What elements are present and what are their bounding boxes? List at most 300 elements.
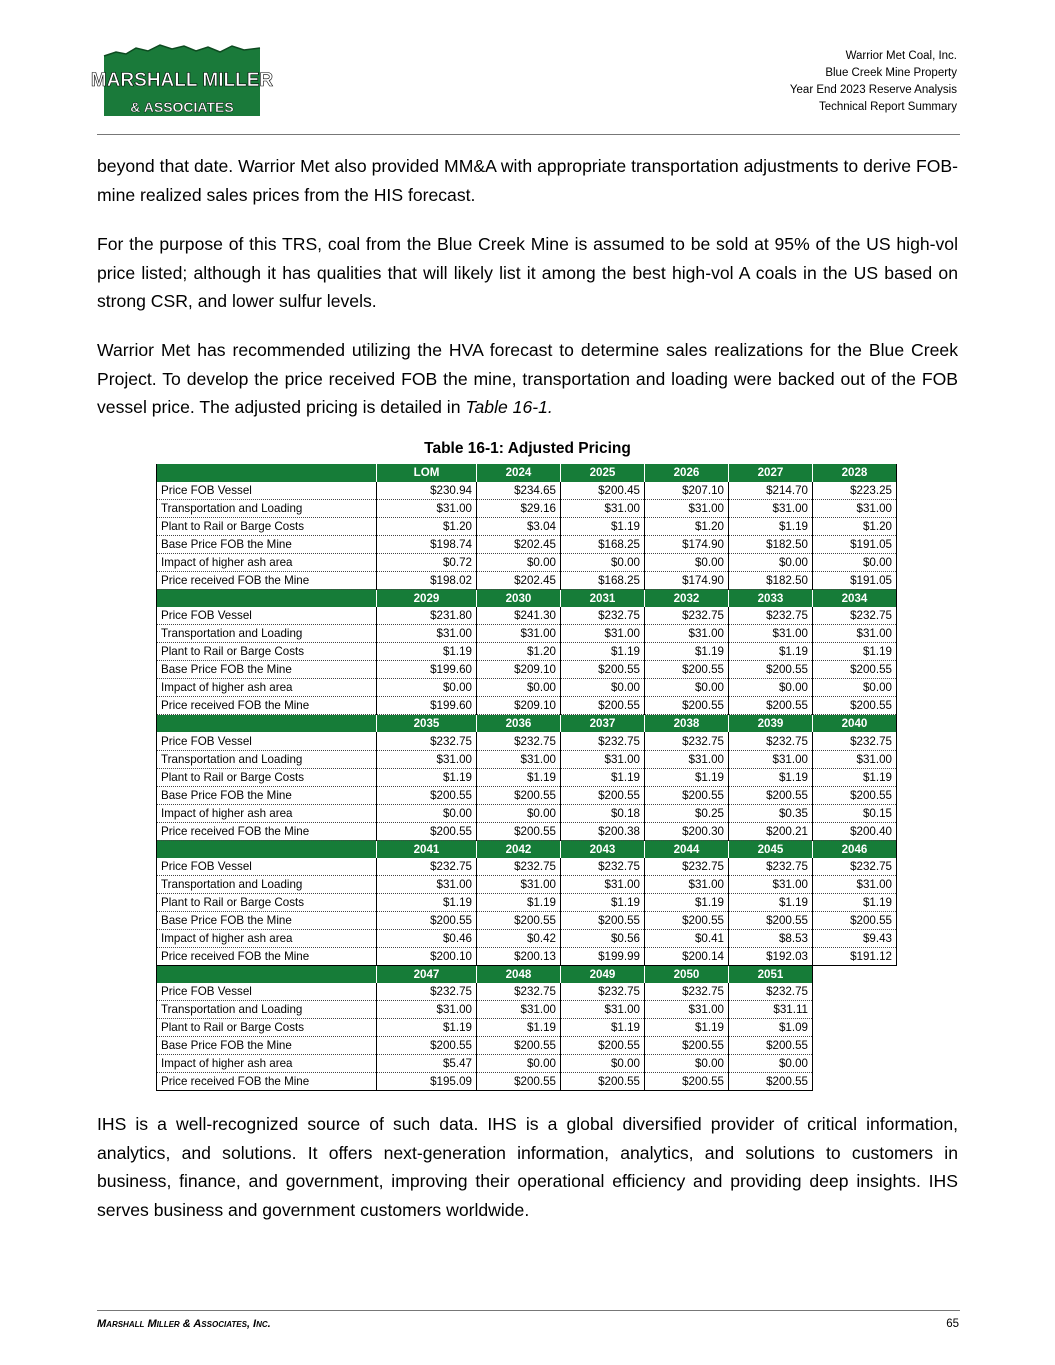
value-cell: $1.20 [477,643,561,661]
table-row [157,571,897,589]
row-label: Base Price FOB the Mine [157,912,377,930]
value-cell: $9.43 [813,930,897,948]
column-header: 2048 [477,966,561,984]
header-label-cell [157,840,377,858]
column-header: 2029 [377,589,477,607]
row-label: Price received FOB the Mine [157,1073,377,1091]
value-cell: $31.00 [729,625,813,643]
table-header-row [157,464,897,482]
value-cell: $232.75 [729,732,813,750]
value-cell: $0.00 [645,1055,729,1073]
value-cell: $0.00 [645,679,729,697]
value-cell: $199.99 [561,948,645,966]
table-row [157,768,897,786]
row-label: Base Price FOB the Mine [157,786,377,804]
row-label: Impact of higher ash area [157,804,377,822]
value-cell: $199.60 [377,661,477,679]
table-row [157,1001,897,1019]
value-cell: $200.55 [645,786,729,804]
paragraph-3 [97,336,958,422]
column-header: 2042 [477,840,561,858]
value-cell: $200.55 [729,661,813,679]
value-cell: $1.19 [813,643,897,661]
column-header: LOM [377,464,477,482]
value-cell: $1.19 [729,894,813,912]
value-cell: $1.19 [645,894,729,912]
table-row [157,750,897,768]
value-cell: $31.00 [561,1001,645,1019]
table-header-row [157,715,897,733]
value-cell: $200.55 [377,1037,477,1055]
value-cell: $214.70 [729,482,813,500]
value-cell: $31.00 [645,625,729,643]
table-row [157,553,897,571]
value-cell: $207.10 [645,482,729,500]
adjusted-pricing-table [156,464,897,1091]
value-cell: $200.55 [729,1037,813,1055]
value-cell: $200.55 [561,912,645,930]
value-cell: $200.55 [477,786,561,804]
value-cell: $200.10 [377,948,477,966]
value-cell: $200.55 [729,1073,813,1091]
value-cell: $174.90 [645,535,729,553]
value-cell: $209.10 [477,661,561,679]
page-number: 65 [946,1318,959,1330]
column-header: 2041 [377,840,477,858]
table-row [157,948,897,966]
value-cell: $232.75 [561,983,645,1001]
value-cell: $0.18 [561,804,645,822]
value-cell: $1.19 [377,1019,477,1037]
value-cell: $0.42 [477,930,561,948]
value-cell: $1.19 [477,768,561,786]
column-header: 2038 [645,715,729,733]
table-row [157,804,897,822]
value-cell: $0.00 [561,553,645,571]
value-cell: $168.25 [561,535,645,553]
value-cell: $232.75 [813,607,897,625]
value-cell: $195.09 [377,1073,477,1091]
column-header: 2040 [813,715,897,733]
value-cell: $200.55 [377,786,477,804]
value-cell: $0.00 [645,553,729,571]
table-row [157,732,897,750]
row-label: Transportation and Loading [157,876,377,894]
value-cell: $0.00 [729,1055,813,1073]
value-cell: $31.00 [729,750,813,768]
value-cell: $232.75 [813,732,897,750]
paragraph-4: IHS is a well-recognized source of such data. IHS is a global diversified provider of critical information, analytics, and solutions. It offers next-generation information, analytics, and solutions to customers in business, finance, and government, improving their operational efficiency and providing deep insights. IHS serves business and government customers worldwide. [97,1114,958,1220]
value-cell: $232.75 [477,858,561,876]
value-cell: $31.00 [645,1001,729,1019]
value-cell: $200.55 [561,1073,645,1091]
table-row [157,930,897,948]
column-header: 2028 [813,464,897,482]
table-row [157,983,897,1001]
table-header-row [157,589,897,607]
table-row [157,643,897,661]
value-cell: $0.00 [561,679,645,697]
value-cell: $191.12 [813,948,897,966]
value-cell: $200.30 [645,822,729,840]
value-cell: $31.00 [645,750,729,768]
logo-text-bottom: & ASSOCIATES [130,99,234,115]
row-label: Base Price FOB the Mine [157,661,377,679]
value-cell: $1.20 [377,517,477,535]
value-cell: $202.45 [477,571,561,589]
value-cell: $1.19 [377,643,477,661]
table-row [157,679,897,697]
value-cell: $1.20 [813,517,897,535]
column-header: 2025 [561,464,645,482]
value-cell: $232.75 [377,858,477,876]
table-row [157,912,897,930]
logo-text-top: MARSHALL MILLER [90,70,274,91]
row-label: Price FOB Vessel [157,732,377,750]
value-cell: $232.75 [645,858,729,876]
value-cell: $168.25 [561,571,645,589]
value-cell: $31.00 [477,1001,561,1019]
row-label: Transportation and Loading [157,625,377,643]
value-cell: $1.19 [729,768,813,786]
paragraph-1: beyond that date. Warrior Met also provided MM&A with appropriate transportation adjustments to derive FOB-mine realized sales prices from the HIS forecast. [97,156,958,205]
value-cell: $31.00 [477,625,561,643]
header-line-company: Warrior Met Coal, Inc. [845,50,957,62]
table-row [157,1073,897,1091]
value-cell: $232.75 [729,607,813,625]
paragraph-3-text: Warrior Met has recommended utilizing the HVA forecast to determine sales realizations for the Blue Creek Project. To develop the price received FOB the mine, transportation and loading were backed out of the FOB vessel price. The adjusted pricing is detailed in [97,340,958,417]
empty-cell [813,1073,897,1091]
value-cell: $5.47 [377,1055,477,1073]
table-header-row [157,966,897,984]
column-header: 2036 [477,715,561,733]
row-label: Price FOB Vessel [157,858,377,876]
value-cell: $232.75 [645,983,729,1001]
table-row [157,876,897,894]
value-cell: $1.19 [645,1019,729,1037]
column-header: 2024 [477,464,561,482]
column-header: 2047 [377,966,477,984]
paragraph-2: For the purpose of this TRS, coal from the Blue Creek Mine is assumed to be sold at 95% of the US high-vol price listed; although it has qualities that will likely list it among the best high-vol A coals in the US based on strong CSR, and lower sulfur levels. [97,234,958,311]
value-cell: $31.00 [561,750,645,768]
column-header: 2035 [377,715,477,733]
empty-cell [813,1055,897,1073]
row-label: Impact of higher ash area [157,1055,377,1073]
value-cell: $8.53 [729,930,813,948]
value-cell: $200.55 [729,912,813,930]
value-cell: $232.75 [729,983,813,1001]
table-row [157,499,897,517]
footer-divider [97,1310,960,1311]
row-label: Plant to Rail or Barge Costs [157,643,377,661]
value-cell: $200.55 [561,697,645,715]
value-cell: $200.55 [377,822,477,840]
value-cell: $29.16 [477,499,561,517]
table-row [157,1037,897,1055]
value-cell: $241.30 [477,607,561,625]
value-cell: $191.05 [813,535,897,553]
value-cell: $31.00 [729,499,813,517]
value-cell: $202.45 [477,535,561,553]
table-caption: Table 16-1: Adjusted Pricing [424,440,631,457]
value-cell: $200.55 [813,661,897,679]
row-label: Price received FOB the Mine [157,948,377,966]
table-row [157,482,897,500]
row-label: Plant to Rail or Barge Costs [157,894,377,912]
value-cell: $232.75 [645,607,729,625]
column-header: 2045 [729,840,813,858]
company-logo [90,42,274,118]
value-cell: $0.56 [561,930,645,948]
row-label: Transportation and Loading [157,750,377,768]
value-cell: $31.00 [477,876,561,894]
value-cell: $200.55 [645,1037,729,1055]
value-cell: $31.00 [813,750,897,768]
table-reference: Table 16-1. [465,397,553,417]
value-cell: $182.50 [729,535,813,553]
row-label: Transportation and Loading [157,1001,377,1019]
table-row [157,517,897,535]
header-line-report: Technical Report Summary [818,101,957,113]
table-row [157,822,897,840]
value-cell: $1.19 [561,768,645,786]
column-header: 2049 [561,966,645,984]
value-cell: $1.19 [477,894,561,912]
value-cell: $0.00 [729,553,813,571]
value-cell: $31.00 [813,625,897,643]
report-header [790,48,957,116]
row-label: Impact of higher ash area [157,679,377,697]
header-label-cell [157,715,377,733]
value-cell: $223.25 [813,482,897,500]
value-cell: $1.19 [645,643,729,661]
table-row [157,894,897,912]
value-cell: $1.19 [729,517,813,535]
row-label: Plant to Rail or Barge Costs [157,1019,377,1037]
value-cell: $31.00 [561,625,645,643]
row-label: Base Price FOB the Mine [157,535,377,553]
value-cell: $0.00 [477,679,561,697]
column-header: 2043 [561,840,645,858]
value-cell: $0.00 [813,553,897,571]
value-cell: $200.55 [813,697,897,715]
value-cell: $232.75 [477,983,561,1001]
row-label: Price received FOB the Mine [157,822,377,840]
value-cell: $0.00 [477,1055,561,1073]
value-cell: $191.05 [813,571,897,589]
row-label: Impact of higher ash area [157,553,377,571]
value-cell: $198.02 [377,571,477,589]
column-header: 2032 [645,589,729,607]
value-cell: $0.00 [729,679,813,697]
value-cell: $0.25 [645,804,729,822]
value-cell: $31.00 [813,876,897,894]
value-cell: $31.00 [377,1001,477,1019]
value-cell: $31.00 [561,876,645,894]
value-cell: $200.21 [729,822,813,840]
table-row [157,1019,897,1037]
value-cell: $200.55 [561,1037,645,1055]
value-cell: $200.55 [645,912,729,930]
value-cell: $1.19 [561,643,645,661]
value-cell: $1.19 [477,1019,561,1037]
value-cell: $232.75 [377,983,477,1001]
value-cell: $200.55 [477,1073,561,1091]
value-cell: $199.60 [377,697,477,715]
empty-cell [813,1019,897,1037]
column-header: 2046 [813,840,897,858]
footer-company: Marshall Miller & Associates, Inc. [97,1318,271,1330]
value-cell: $232.75 [813,858,897,876]
value-cell: $200.55 [561,661,645,679]
value-cell: $0.00 [477,553,561,571]
value-cell: $31.00 [377,625,477,643]
value-cell: $1.19 [729,643,813,661]
value-cell: $200.55 [729,786,813,804]
value-cell: $230.94 [377,482,477,500]
value-cell: $232.75 [377,732,477,750]
value-cell: $1.19 [561,894,645,912]
column-header: 2031 [561,589,645,607]
table-row [157,697,897,715]
column-header: 2050 [645,966,729,984]
row-label: Plant to Rail or Barge Costs [157,517,377,535]
value-cell: $200.55 [477,1037,561,1055]
header-divider [97,134,960,135]
header-label-cell [157,464,377,482]
value-cell: $31.00 [477,750,561,768]
row-label: Price received FOB the Mine [157,697,377,715]
value-cell: $200.55 [561,786,645,804]
value-cell: $31.00 [645,499,729,517]
value-cell: $200.55 [729,697,813,715]
value-cell: $0.72 [377,553,477,571]
value-cell: $200.55 [477,912,561,930]
value-cell: $1.19 [377,894,477,912]
value-cell: $31.00 [729,876,813,894]
row-label: Price FOB Vessel [157,607,377,625]
value-cell: $1.20 [645,517,729,535]
empty-cell [813,1001,897,1019]
empty-cell [813,1037,897,1055]
value-cell: $0.41 [645,930,729,948]
value-cell: $200.13 [477,948,561,966]
value-cell: $31.00 [377,750,477,768]
table-row [157,786,897,804]
value-cell: $31.00 [645,876,729,894]
row-label: Impact of higher ash area [157,930,377,948]
column-header: 2033 [729,589,813,607]
header-line-property: Blue Creek Mine Property [825,67,957,79]
column-header: 2037 [561,715,645,733]
value-cell: $0.00 [561,1055,645,1073]
value-cell: $232.75 [561,607,645,625]
value-cell: $192.03 [729,948,813,966]
value-cell: $234.65 [477,482,561,500]
value-cell: $232.75 [561,732,645,750]
value-cell: $0.00 [813,679,897,697]
value-cell: $231.80 [377,607,477,625]
column-header: 2051 [729,966,813,984]
value-cell: $200.55 [813,786,897,804]
value-cell: $1.19 [645,768,729,786]
table-row [157,1055,897,1073]
value-cell: $0.00 [477,804,561,822]
table-row [157,625,897,643]
value-cell: $232.75 [645,732,729,750]
column-header: 2044 [645,840,729,858]
value-cell: $1.19 [813,894,897,912]
row-label: Plant to Rail or Barge Costs [157,768,377,786]
header-label-cell [157,966,377,984]
value-cell: $1.19 [561,517,645,535]
value-cell: $3.04 [477,517,561,535]
empty-cell [813,966,897,984]
value-cell: $31.00 [377,499,477,517]
value-cell: $0.00 [377,679,477,697]
row-label: Price FOB Vessel [157,482,377,500]
value-cell: $200.55 [645,1073,729,1091]
value-cell: $31.00 [377,876,477,894]
column-header: 2027 [729,464,813,482]
table-header-row [157,840,897,858]
value-cell: $200.38 [561,822,645,840]
value-cell: $1.19 [377,768,477,786]
value-cell: $200.55 [813,912,897,930]
value-cell: $232.75 [729,858,813,876]
table-row [157,607,897,625]
row-label: Transportation and Loading [157,499,377,517]
value-cell: $0.00 [377,804,477,822]
value-cell: $200.55 [377,912,477,930]
value-cell: $0.46 [377,930,477,948]
column-header: 2034 [813,589,897,607]
value-cell: $1.19 [813,768,897,786]
value-cell: $232.75 [561,858,645,876]
column-header: 2039 [729,715,813,733]
value-cell: $1.09 [729,1019,813,1037]
value-cell: $200.55 [645,697,729,715]
value-cell: $182.50 [729,571,813,589]
value-cell: $1.19 [561,1019,645,1037]
value-cell: $200.45 [561,482,645,500]
value-cell: $31.00 [561,499,645,517]
value-cell: $0.35 [729,804,813,822]
column-header: 2026 [645,464,729,482]
row-label: Price received FOB the Mine [157,571,377,589]
row-label: Price FOB Vessel [157,983,377,1001]
value-cell: $31.00 [813,499,897,517]
value-cell: $0.15 [813,804,897,822]
table-row [157,858,897,876]
empty-cell [813,983,897,1001]
value-cell: $198.74 [377,535,477,553]
column-header: 2030 [477,589,561,607]
row-label: Base Price FOB the Mine [157,1037,377,1055]
value-cell: $200.14 [645,948,729,966]
value-cell: $200.55 [477,822,561,840]
table-row [157,535,897,553]
value-cell: $232.75 [477,732,561,750]
value-cell: $31.11 [729,1001,813,1019]
header-label-cell [157,589,377,607]
value-cell: $200.40 [813,822,897,840]
value-cell: $174.90 [645,571,729,589]
value-cell: $200.55 [645,661,729,679]
value-cell: $209.10 [477,697,561,715]
header-line-analysis: Year End 2023 Reserve Analysis [789,84,957,96]
table-row [157,661,897,679]
